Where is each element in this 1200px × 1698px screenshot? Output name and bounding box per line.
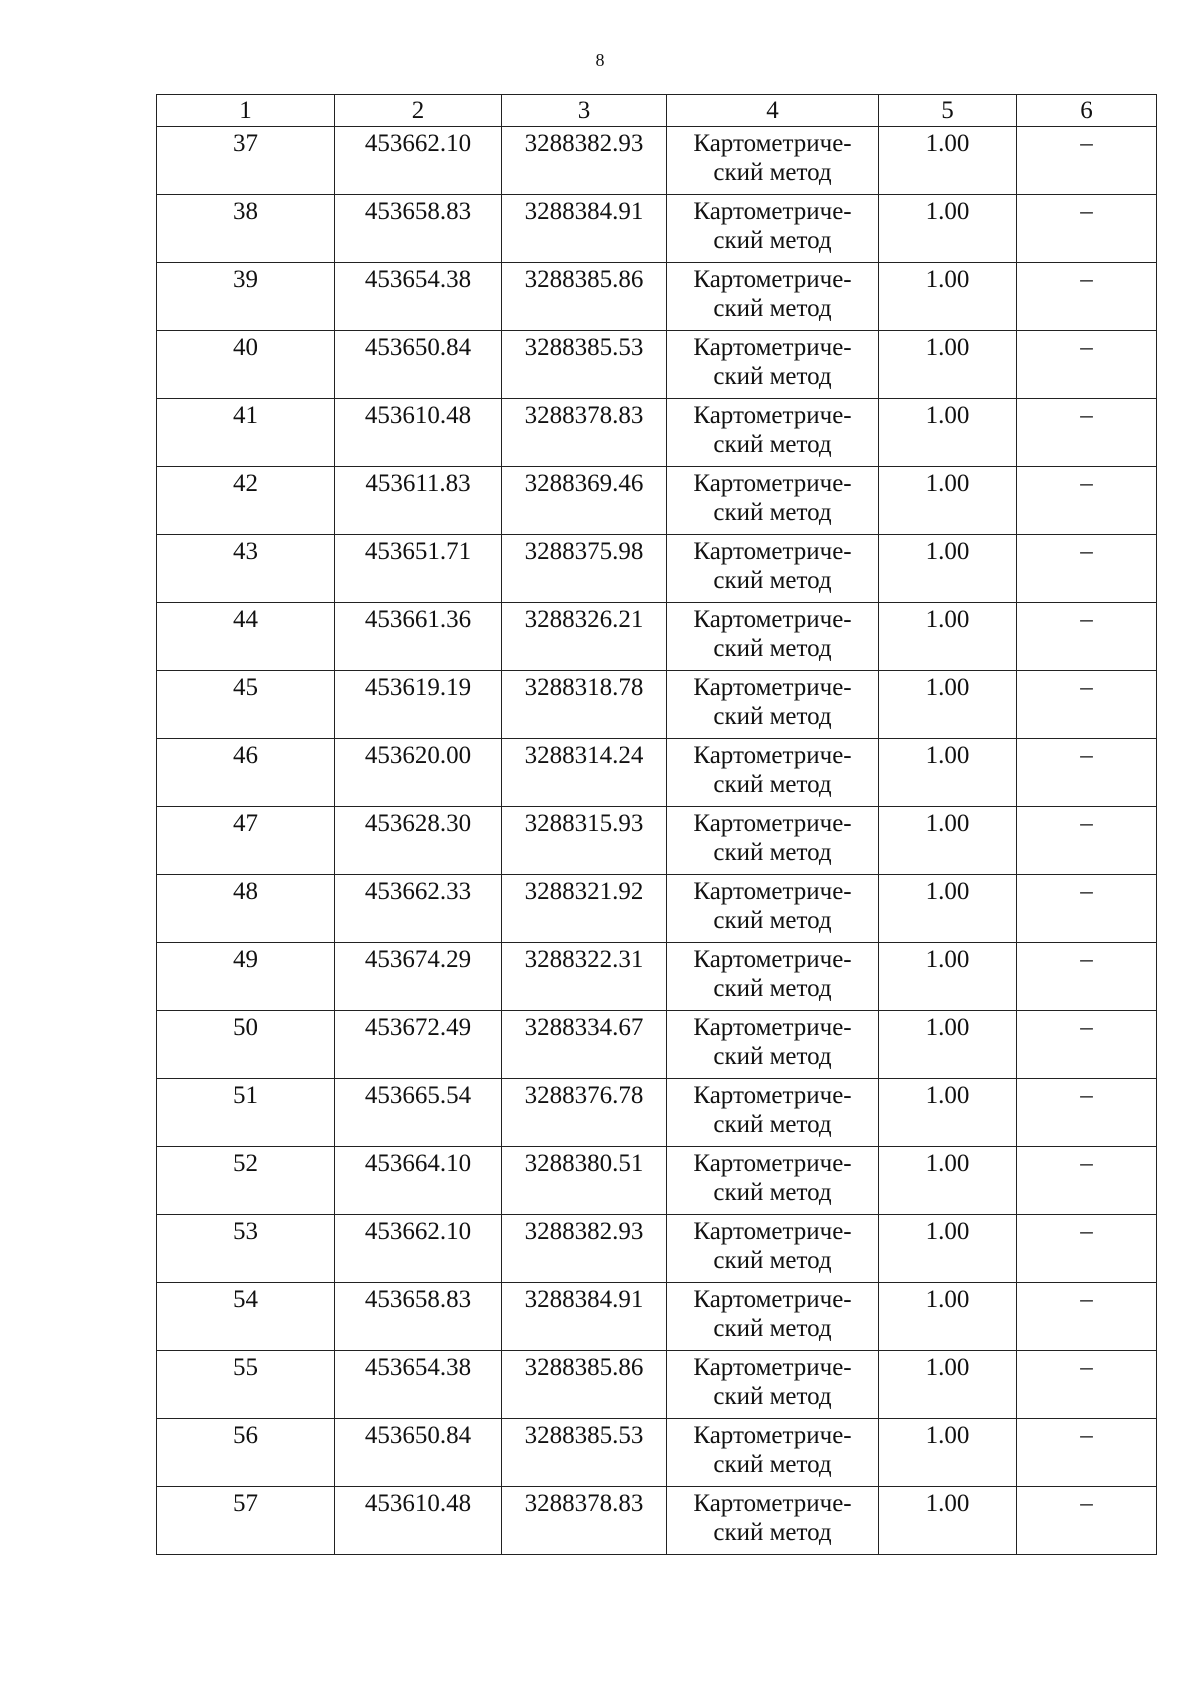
method-line-2: ский метод bbox=[713, 1043, 832, 1070]
method-line-1: Картометриче- bbox=[693, 810, 852, 837]
method-cell bbox=[667, 1487, 879, 1555]
method-line-1: Картометриче- bbox=[693, 946, 852, 973]
x-coordinate-cell: 453658.83 bbox=[335, 1283, 502, 1351]
accuracy-cell: 1.00 bbox=[879, 603, 1017, 671]
accuracy-cell: 1.00 bbox=[879, 1419, 1017, 1487]
y-coordinate-cell: 3288315.93 bbox=[502, 807, 667, 875]
x-coordinate-cell: 453628.30 bbox=[335, 807, 502, 875]
note-cell: – bbox=[1017, 603, 1157, 671]
accuracy-cell: 1.00 bbox=[879, 399, 1017, 467]
x-coordinate-cell: 453610.48 bbox=[335, 1487, 502, 1555]
method-cell bbox=[667, 1011, 879, 1079]
accuracy-cell: 1.00 bbox=[879, 671, 1017, 739]
x-coordinate-cell: 453650.84 bbox=[335, 331, 502, 399]
note-cell: – bbox=[1017, 739, 1157, 807]
accuracy-cell: 1.00 bbox=[879, 535, 1017, 603]
table-row bbox=[157, 1351, 1157, 1419]
method-cell bbox=[667, 1079, 879, 1147]
note-cell: – bbox=[1017, 127, 1157, 195]
method-line-2: ский метод bbox=[713, 431, 832, 458]
table-body bbox=[157, 127, 1157, 1555]
method-line-1: Картометриче- bbox=[693, 402, 852, 429]
table-row bbox=[157, 807, 1157, 875]
x-coordinate-cell: 453662.10 bbox=[335, 127, 502, 195]
method-line-1: Картометриче- bbox=[693, 266, 852, 293]
point-number-cell: 52 bbox=[157, 1147, 335, 1215]
method-line-1: Картометриче- bbox=[693, 538, 852, 565]
method-line-2: ский метод bbox=[713, 1451, 832, 1478]
y-coordinate-cell: 3288321.92 bbox=[502, 875, 667, 943]
y-coordinate-cell: 3288384.91 bbox=[502, 195, 667, 263]
accuracy-cell: 1.00 bbox=[879, 1011, 1017, 1079]
method-line-1: Картометриче- bbox=[693, 742, 852, 769]
note-cell: – bbox=[1017, 1419, 1157, 1487]
point-number-cell: 54 bbox=[157, 1283, 335, 1351]
method-line-2: ский метод bbox=[713, 1111, 832, 1138]
y-coordinate-cell: 3288382.93 bbox=[502, 1215, 667, 1283]
note-cell: – bbox=[1017, 1283, 1157, 1351]
accuracy-cell: 1.00 bbox=[879, 943, 1017, 1011]
method-line-2: ский метод bbox=[713, 703, 832, 730]
method-cell bbox=[667, 331, 879, 399]
method-line-1: Картометриче- bbox=[693, 1354, 852, 1381]
note-cell: – bbox=[1017, 1215, 1157, 1283]
method-cell bbox=[667, 671, 879, 739]
method-line-1: Картометриче- bbox=[693, 1150, 852, 1177]
x-coordinate-cell: 453661.36 bbox=[335, 603, 502, 671]
table-row bbox=[157, 603, 1157, 671]
x-coordinate-cell: 453651.71 bbox=[335, 535, 502, 603]
note-cell: – bbox=[1017, 1079, 1157, 1147]
method-line-2: ский метод bbox=[713, 1383, 832, 1410]
method-cell bbox=[667, 127, 879, 195]
method-line-2: ский метод bbox=[713, 635, 832, 662]
point-number-cell: 53 bbox=[157, 1215, 335, 1283]
method-line-2: ский метод bbox=[713, 1315, 832, 1342]
method-cell bbox=[667, 1351, 879, 1419]
x-coordinate-cell: 453662.10 bbox=[335, 1215, 502, 1283]
table-header bbox=[157, 95, 1157, 127]
header-col-5: 5 bbox=[879, 95, 1017, 127]
x-coordinate-cell: 453619.19 bbox=[335, 671, 502, 739]
method-line-1: Картометриче- bbox=[693, 1286, 852, 1313]
method-line-1: Картометриче- bbox=[693, 334, 852, 361]
note-cell: – bbox=[1017, 807, 1157, 875]
method-line-2: ский метод bbox=[713, 1247, 832, 1274]
point-number-cell: 37 bbox=[157, 127, 335, 195]
point-number-cell: 43 bbox=[157, 535, 335, 603]
y-coordinate-cell: 3288385.86 bbox=[502, 1351, 667, 1419]
table-row bbox=[157, 943, 1157, 1011]
y-coordinate-cell: 3288318.78 bbox=[502, 671, 667, 739]
note-cell: – bbox=[1017, 1487, 1157, 1555]
point-number-cell: 48 bbox=[157, 875, 335, 943]
method-line-1: Картометриче- bbox=[693, 130, 852, 157]
y-coordinate-cell: 3288380.51 bbox=[502, 1147, 667, 1215]
accuracy-cell: 1.00 bbox=[879, 1283, 1017, 1351]
table-row bbox=[157, 195, 1157, 263]
x-coordinate-cell: 453620.00 bbox=[335, 739, 502, 807]
y-coordinate-cell: 3288385.53 bbox=[502, 331, 667, 399]
x-coordinate-cell: 453672.49 bbox=[335, 1011, 502, 1079]
table-row bbox=[157, 739, 1157, 807]
method-line-1: Картометриче- bbox=[693, 878, 852, 905]
accuracy-cell: 1.00 bbox=[879, 331, 1017, 399]
method-cell bbox=[667, 399, 879, 467]
method-line-1: Картометриче- bbox=[693, 674, 852, 701]
accuracy-cell: 1.00 bbox=[879, 1487, 1017, 1555]
method-cell bbox=[667, 263, 879, 331]
point-number-cell: 42 bbox=[157, 467, 335, 535]
header-col-2: 2 bbox=[335, 95, 502, 127]
method-line-2: ский метод bbox=[713, 907, 832, 934]
table-row bbox=[157, 331, 1157, 399]
table-row bbox=[157, 1419, 1157, 1487]
method-cell bbox=[667, 875, 879, 943]
point-number-cell: 56 bbox=[157, 1419, 335, 1487]
method-cell bbox=[667, 467, 879, 535]
accuracy-cell: 1.00 bbox=[879, 875, 1017, 943]
accuracy-cell: 1.00 bbox=[879, 739, 1017, 807]
table-row bbox=[157, 535, 1157, 603]
y-coordinate-cell: 3288378.83 bbox=[502, 1487, 667, 1555]
y-coordinate-cell: 3288382.93 bbox=[502, 127, 667, 195]
page-number: 8 bbox=[595, 50, 605, 70]
y-coordinate-cell: 3288385.86 bbox=[502, 263, 667, 331]
note-cell: – bbox=[1017, 875, 1157, 943]
accuracy-cell: 1.00 bbox=[879, 195, 1017, 263]
table-row bbox=[157, 399, 1157, 467]
table-row bbox=[157, 127, 1157, 195]
table-row bbox=[157, 671, 1157, 739]
table-row bbox=[157, 1215, 1157, 1283]
accuracy-cell: 1.00 bbox=[879, 127, 1017, 195]
method-line-2: ский метод bbox=[713, 363, 832, 390]
table-row bbox=[157, 467, 1157, 535]
method-cell bbox=[667, 1419, 879, 1487]
accuracy-cell: 1.00 bbox=[879, 807, 1017, 875]
note-cell: – bbox=[1017, 195, 1157, 263]
point-number-cell: 51 bbox=[157, 1079, 335, 1147]
method-line-1: Картометриче- bbox=[693, 1014, 852, 1041]
method-line-1: Картометриче- bbox=[693, 1422, 852, 1449]
method-line-2: ский метод bbox=[713, 1179, 832, 1206]
y-coordinate-cell: 3288314.24 bbox=[502, 739, 667, 807]
method-line-2: ский метод bbox=[713, 771, 832, 798]
table-row bbox=[157, 1283, 1157, 1351]
table-row bbox=[157, 1011, 1157, 1079]
header-row bbox=[157, 95, 1157, 127]
method-line-2: ский метод bbox=[713, 499, 832, 526]
accuracy-cell: 1.00 bbox=[879, 1215, 1017, 1283]
point-number-cell: 49 bbox=[157, 943, 335, 1011]
x-coordinate-cell: 453611.83 bbox=[335, 467, 502, 535]
point-number-cell: 57 bbox=[157, 1487, 335, 1555]
y-coordinate-cell: 3288376.78 bbox=[502, 1079, 667, 1147]
point-number-cell: 55 bbox=[157, 1351, 335, 1419]
table-row bbox=[157, 1147, 1157, 1215]
accuracy-cell: 1.00 bbox=[879, 467, 1017, 535]
header-col-3: 3 bbox=[502, 95, 667, 127]
method-line-1: Картометриче- bbox=[693, 606, 852, 633]
x-coordinate-cell: 453654.38 bbox=[335, 1351, 502, 1419]
header-col-6: 6 bbox=[1017, 95, 1157, 127]
coordinates-table bbox=[156, 94, 1157, 1555]
x-coordinate-cell: 453674.29 bbox=[335, 943, 502, 1011]
x-coordinate-cell: 453664.10 bbox=[335, 1147, 502, 1215]
header-col-1: 1 bbox=[157, 95, 335, 127]
point-number-cell: 47 bbox=[157, 807, 335, 875]
accuracy-cell: 1.00 bbox=[879, 1079, 1017, 1147]
y-coordinate-cell: 3288378.83 bbox=[502, 399, 667, 467]
y-coordinate-cell: 3288385.53 bbox=[502, 1419, 667, 1487]
x-coordinate-cell: 453654.38 bbox=[335, 263, 502, 331]
point-number-cell: 45 bbox=[157, 671, 335, 739]
y-coordinate-cell: 3288326.21 bbox=[502, 603, 667, 671]
table-row bbox=[157, 1079, 1157, 1147]
x-coordinate-cell: 453658.83 bbox=[335, 195, 502, 263]
method-cell bbox=[667, 943, 879, 1011]
method-cell bbox=[667, 739, 879, 807]
method-cell bbox=[667, 603, 879, 671]
header-col-4: 4 bbox=[667, 95, 879, 127]
x-coordinate-cell: 453662.33 bbox=[335, 875, 502, 943]
note-cell: – bbox=[1017, 263, 1157, 331]
accuracy-cell: 1.00 bbox=[879, 1351, 1017, 1419]
note-cell: – bbox=[1017, 1351, 1157, 1419]
method-cell bbox=[667, 1283, 879, 1351]
method-cell bbox=[667, 1215, 879, 1283]
point-number-cell: 46 bbox=[157, 739, 335, 807]
point-number-cell: 50 bbox=[157, 1011, 335, 1079]
method-line-1: Картометриче- bbox=[693, 1082, 852, 1109]
method-line-1: Картометриче- bbox=[693, 198, 852, 225]
method-line-2: ский метод bbox=[713, 159, 832, 186]
x-coordinate-cell: 453610.48 bbox=[335, 399, 502, 467]
method-line-2: ский метод bbox=[713, 1519, 832, 1546]
table-row bbox=[157, 875, 1157, 943]
point-number-cell: 44 bbox=[157, 603, 335, 671]
method-cell bbox=[667, 195, 879, 263]
method-cell bbox=[667, 1147, 879, 1215]
y-coordinate-cell: 3288322.31 bbox=[502, 943, 667, 1011]
table-row bbox=[157, 263, 1157, 331]
note-cell: – bbox=[1017, 1147, 1157, 1215]
method-line-2: ский метод bbox=[713, 227, 832, 254]
method-cell bbox=[667, 807, 879, 875]
method-line-2: ский метод bbox=[713, 295, 832, 322]
note-cell: – bbox=[1017, 671, 1157, 739]
note-cell: – bbox=[1017, 399, 1157, 467]
method-cell bbox=[667, 535, 879, 603]
y-coordinate-cell: 3288384.91 bbox=[502, 1283, 667, 1351]
accuracy-cell: 1.00 bbox=[879, 263, 1017, 331]
table-row bbox=[157, 1487, 1157, 1555]
x-coordinate-cell: 453650.84 bbox=[335, 1419, 502, 1487]
point-number-cell: 40 bbox=[157, 331, 335, 399]
x-coordinate-cell: 453665.54 bbox=[335, 1079, 502, 1147]
y-coordinate-cell: 3288334.67 bbox=[502, 1011, 667, 1079]
method-line-2: ский метод bbox=[713, 567, 832, 594]
note-cell: – bbox=[1017, 467, 1157, 535]
method-line-1: Картометриче- bbox=[693, 470, 852, 497]
point-number-cell: 39 bbox=[157, 263, 335, 331]
note-cell: – bbox=[1017, 331, 1157, 399]
method-line-2: ский метод bbox=[713, 839, 832, 866]
note-cell: – bbox=[1017, 1011, 1157, 1079]
method-line-1: Картометриче- bbox=[693, 1490, 852, 1517]
y-coordinate-cell: 3288375.98 bbox=[502, 535, 667, 603]
method-line-1: Картометриче- bbox=[693, 1218, 852, 1245]
accuracy-cell: 1.00 bbox=[879, 1147, 1017, 1215]
point-number-cell: 41 bbox=[157, 399, 335, 467]
note-cell: – bbox=[1017, 943, 1157, 1011]
note-cell: – bbox=[1017, 535, 1157, 603]
y-coordinate-cell: 3288369.46 bbox=[502, 467, 667, 535]
method-line-2: ский метод bbox=[713, 975, 832, 1002]
point-number-cell: 38 bbox=[157, 195, 335, 263]
